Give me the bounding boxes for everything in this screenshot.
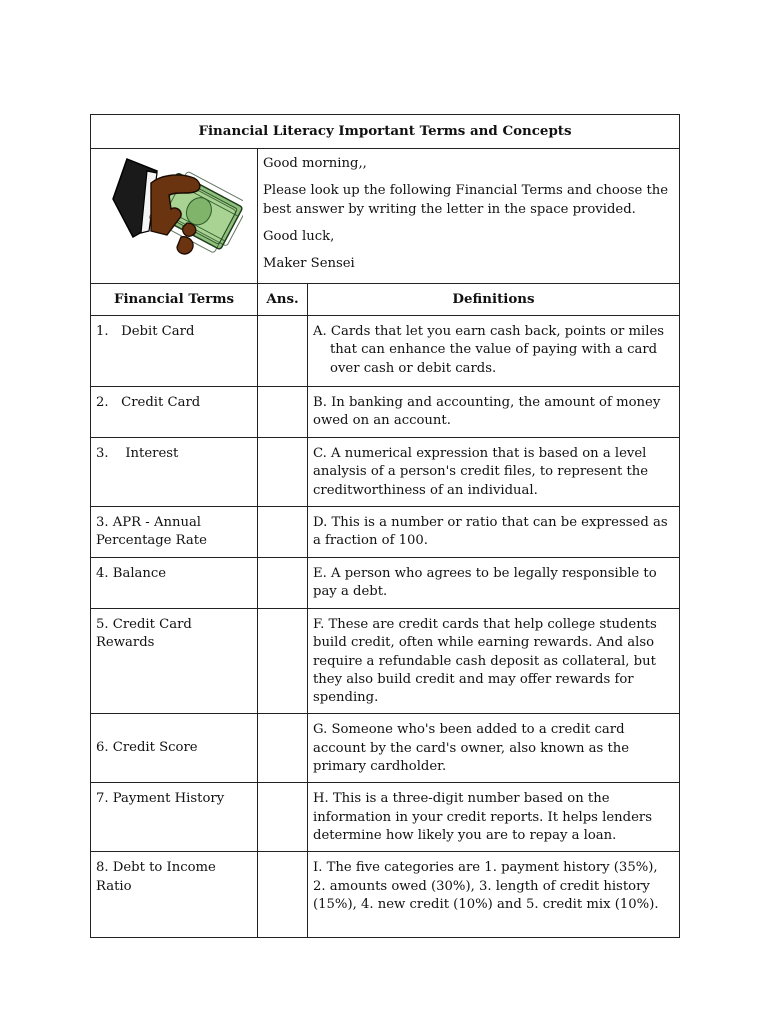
definition-cell bbox=[308, 316, 680, 387]
answer-blank[interactable] bbox=[258, 609, 308, 714]
header-definitions: Definitions bbox=[308, 284, 680, 316]
definition-cell: F. These are credit cards that help college students build credit, often while earning rewards. And also require a refundable cash deposit as collateral, but they also build credit and may offer rewards for spending. bbox=[308, 609, 680, 714]
answer-blank[interactable] bbox=[258, 852, 308, 938]
term-cell: 8. Debt to Income Ratio bbox=[91, 852, 258, 938]
header-financial-terms: Financial Terms bbox=[91, 284, 258, 316]
table-row bbox=[91, 507, 680, 558]
table-row bbox=[91, 387, 680, 438]
term-cell: 1. Debit Card bbox=[91, 316, 258, 387]
term-cell: 5. Credit Card Rewards bbox=[91, 609, 258, 714]
author-name: Maker Sensei bbox=[263, 256, 355, 272]
sign-off-text: Good luck, bbox=[263, 228, 335, 244]
answer-blank[interactable] bbox=[258, 714, 308, 783]
instructions-text: Please look up the following Financial Terms and choose the best answer by writing the letter in the space provided. bbox=[263, 183, 669, 217]
term-cell: 3. Interest bbox=[91, 438, 258, 507]
greeting-message bbox=[258, 149, 680, 284]
term-cell: 7. Payment History bbox=[91, 783, 258, 852]
answer-blank[interactable] bbox=[258, 783, 308, 852]
greeting-line: Good morning,, bbox=[263, 156, 367, 171]
term-cell: 6. Credit Score bbox=[91, 714, 258, 783]
definition-cell: E. A person who agrees to be legally responsible to pay a debt. bbox=[308, 558, 680, 609]
term-cell: 3. APR - Annual Percentage Rate bbox=[91, 507, 258, 558]
illustration-cell bbox=[91, 149, 258, 284]
answer-blank[interactable] bbox=[258, 316, 308, 387]
answer-blank[interactable] bbox=[258, 438, 308, 507]
header-answer: Ans. bbox=[258, 284, 308, 316]
definition-cell: G. Someone who's been added to a credit card account by the card's owner, also known as the primary cardholder. bbox=[308, 714, 680, 783]
term-cell: 4. Balance bbox=[91, 558, 258, 609]
term-cell: 2. Credit Card bbox=[91, 387, 258, 438]
table-row bbox=[91, 558, 680, 609]
definition-cell: I. The five categories are 1. payment history (35%), 2. amounts owed (30%), 3. length of credit history (15%), 4. new credit (10%) and 5. credit mix (10%). bbox=[308, 852, 680, 938]
hand-holding-money-icon bbox=[107, 157, 243, 272]
table-row bbox=[91, 852, 680, 938]
answer-blank[interactable] bbox=[258, 558, 308, 609]
table-row bbox=[91, 783, 680, 852]
table-row bbox=[91, 438, 680, 507]
definition-cell: C. A numerical expression that is based on a level analysis of a person's credit files, to represent the creditworthiness of an individual. bbox=[308, 438, 680, 507]
definition-cell: D. This is a number or ratio that can be expressed as a fraction of 100. bbox=[308, 507, 680, 558]
table-row bbox=[91, 316, 680, 387]
definition-cell: B. In banking and accounting, the amount of money owed on an account. bbox=[308, 387, 680, 438]
worksheet-table bbox=[90, 114, 680, 938]
table-row bbox=[91, 609, 680, 714]
answer-blank[interactable] bbox=[258, 507, 308, 558]
worksheet-title: Financial Literacy Important Terms and Concepts bbox=[91, 115, 680, 149]
definition-text: A. Cards that let you earn cash back, points or miles that can enhance the value of paying with a card over cash or debit cards. bbox=[313, 324, 665, 376]
table-row bbox=[91, 714, 680, 783]
answer-blank[interactable] bbox=[258, 387, 308, 438]
definition-cell: H. This is a three-digit number based on the information in your credit reports. It helps lenders determine how likely you are to repay a loan. bbox=[308, 783, 680, 852]
